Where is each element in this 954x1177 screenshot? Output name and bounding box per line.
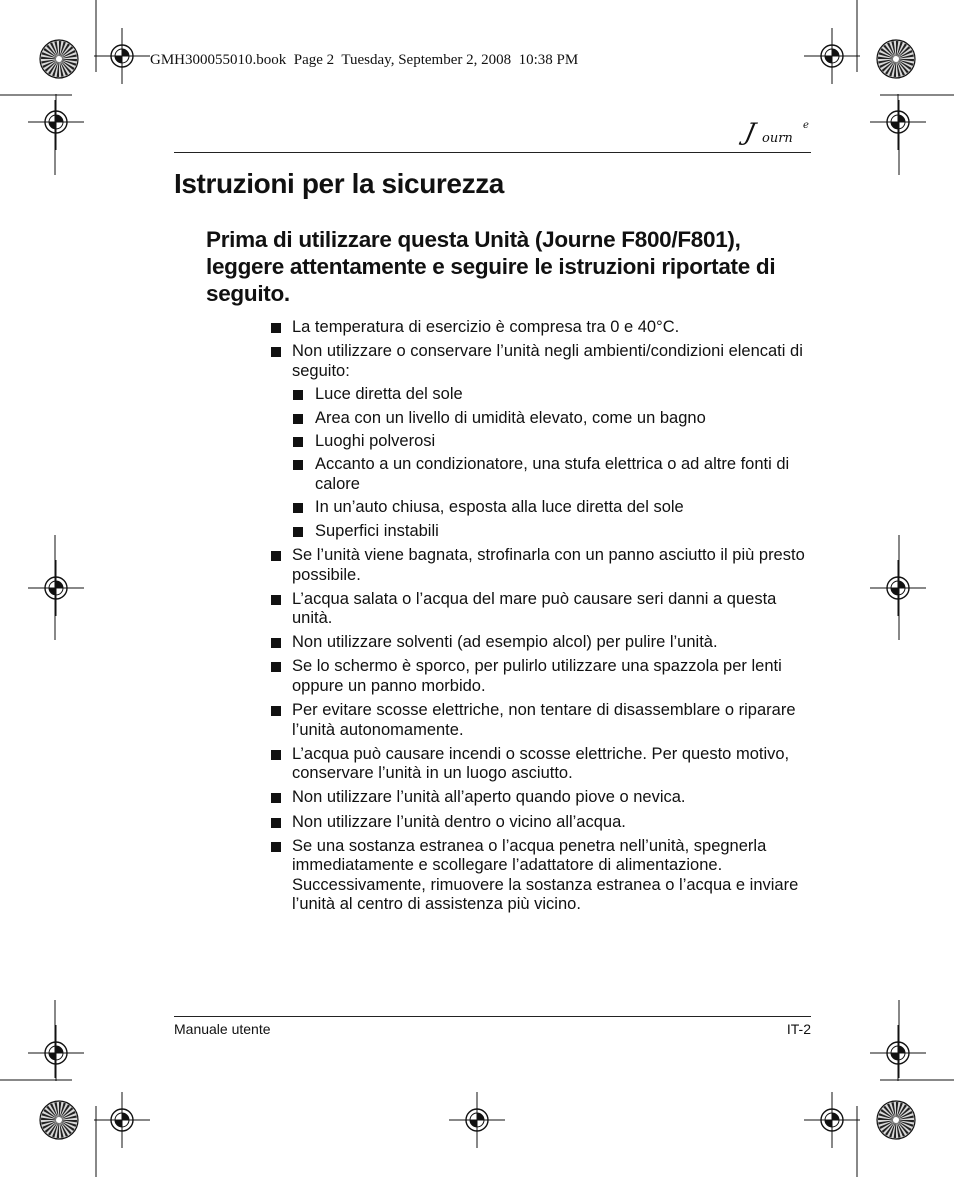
list-item-text: Non utilizzare l’unità all’aperto quando piove o nevica. <box>292 788 686 807</box>
header-rule <box>174 152 811 153</box>
square-bullet-icon <box>271 818 281 828</box>
registration-target-icon <box>28 1025 84 1081</box>
list-item <box>270 342 815 541</box>
square-bullet-icon <box>293 390 303 400</box>
registration-target-icon <box>449 1092 505 1148</box>
registration-target-icon <box>870 1025 926 1081</box>
list-item-text: Non utilizzare o conservare l’unità negli ambienti/condizioni elencati di seguito: <box>292 342 803 380</box>
list-item-text: Se l’unità viene bagnata, strofinarla con un panno asciutto il più presto possibile. <box>292 545 805 584</box>
square-bullet-icon <box>271 750 281 760</box>
sub-list-item-text: Area con un livello di umidità elevato, come un bagno <box>315 408 706 427</box>
square-bullet-icon <box>271 793 281 803</box>
list-item <box>270 701 815 740</box>
starburst-mark-icon <box>40 40 78 78</box>
square-bullet-icon <box>293 437 303 447</box>
list-item <box>270 813 815 833</box>
square-bullet-icon <box>271 551 281 561</box>
square-bullet-icon <box>271 347 281 357</box>
sub-list-item-text: Superfici instabili <box>315 521 439 540</box>
sub-list-item <box>292 432 815 452</box>
sub-list-item <box>292 455 815 494</box>
list-item-text: L’acqua può causare incendi o scosse elettriche. Per questo motivo, conservare l’unità in un luogo asciutto. <box>292 744 790 783</box>
list-item-text: Per evitare scosse elettriche, non tentare di disassemblare o riparare l’unità autonomamente. <box>292 701 796 739</box>
list-item-text: Se una sostanza estranea o l’acqua penetra nell’unità, spegnerla immediatamente e scollegare l’adattatore di alimentazione. Successivamente, rimuovere la sostanza estranea o l’acqua e inviare l’unità al centro di assistenza più vicino. <box>292 836 799 914</box>
registration-target-icon <box>94 28 150 84</box>
sub-list-item <box>292 409 815 429</box>
sub-list-item-text: In un’auto chiusa, esposta alla luce diretta del sole <box>315 498 684 517</box>
intro-paragraph: Prima di utilizzare questa Unità (Journe F800/F801), leggere attentamente e seguire le istruzioni riportate di seguito. <box>206 227 776 306</box>
square-bullet-icon <box>271 595 281 605</box>
page-title: Istruzioni per la sicurezza <box>174 168 504 199</box>
footer-rule <box>174 1016 811 1017</box>
sub-list-item-text: Accanto a un condizionatore, una stufa elettrica o ad altre fonti di calore <box>315 455 790 494</box>
footer-manual-title: Manuale utente <box>174 1021 271 1037</box>
list-item-text: Non utilizzare l’unità dentro o vicino all’acqua. <box>292 812 626 831</box>
list-item-text: L’acqua salata o l’acqua del mare può causare seri danni a questa unità. <box>292 589 777 628</box>
page-number: IT-2 <box>786 1021 811 1037</box>
square-bullet-icon <box>293 503 303 513</box>
list-item <box>270 546 815 585</box>
square-bullet-icon <box>271 662 281 672</box>
square-bullet-icon <box>293 527 303 537</box>
registration-target-icon <box>870 94 926 150</box>
registration-target-icon <box>804 28 860 84</box>
svg-text:ourn: ourn <box>762 131 793 146</box>
starburst-mark-icon <box>877 1101 915 1139</box>
journe-logo <box>742 110 818 154</box>
list-item <box>270 837 815 915</box>
list-item <box>270 657 815 696</box>
sub-list <box>292 385 815 541</box>
sub-list-item <box>292 385 815 405</box>
registration-target-icon <box>870 560 926 616</box>
svg-text:J: J <box>742 117 759 146</box>
square-bullet-icon <box>271 323 281 333</box>
svg-text:e: e <box>803 120 809 131</box>
sub-list-item-text: Luoghi polverosi <box>315 432 436 451</box>
starburst-mark-icon <box>877 40 915 78</box>
list-item-text: Non utilizzare solventi (ad esempio alcol) per pulire l’unità. <box>292 633 718 652</box>
square-bullet-icon <box>293 460 303 470</box>
list-item-text: Se lo schermo è sporco, per pulirlo utilizzare una spazzola per lenti oppure un panno morbido. <box>292 657 782 695</box>
sub-list-item-text: Luce diretta del sole <box>315 385 463 404</box>
square-bullet-icon <box>293 414 303 424</box>
print-slug: GMH300055010.book Page 2 Tuesday, September 2, 2008 10:38 PM <box>150 52 579 68</box>
list-item <box>270 633 815 653</box>
square-bullet-icon <box>271 706 281 716</box>
safety-list-container <box>270 318 815 920</box>
registration-target-icon <box>28 560 84 616</box>
list-item <box>270 590 815 629</box>
safety-list <box>270 318 815 915</box>
starburst-mark-icon <box>40 1101 78 1139</box>
square-bullet-icon <box>271 842 281 852</box>
list-item <box>270 788 815 808</box>
registration-target-icon <box>94 1092 150 1148</box>
sub-list-item <box>292 522 815 542</box>
list-item <box>270 318 815 338</box>
square-bullet-icon <box>271 638 281 648</box>
list-item <box>270 745 815 784</box>
sub-list-item <box>292 498 815 518</box>
list-item-text: La temperatura di esercizio è compresa tra 0 e 40°C. <box>292 318 680 336</box>
registration-target-icon <box>804 1092 860 1148</box>
registration-target-icon <box>28 94 84 150</box>
